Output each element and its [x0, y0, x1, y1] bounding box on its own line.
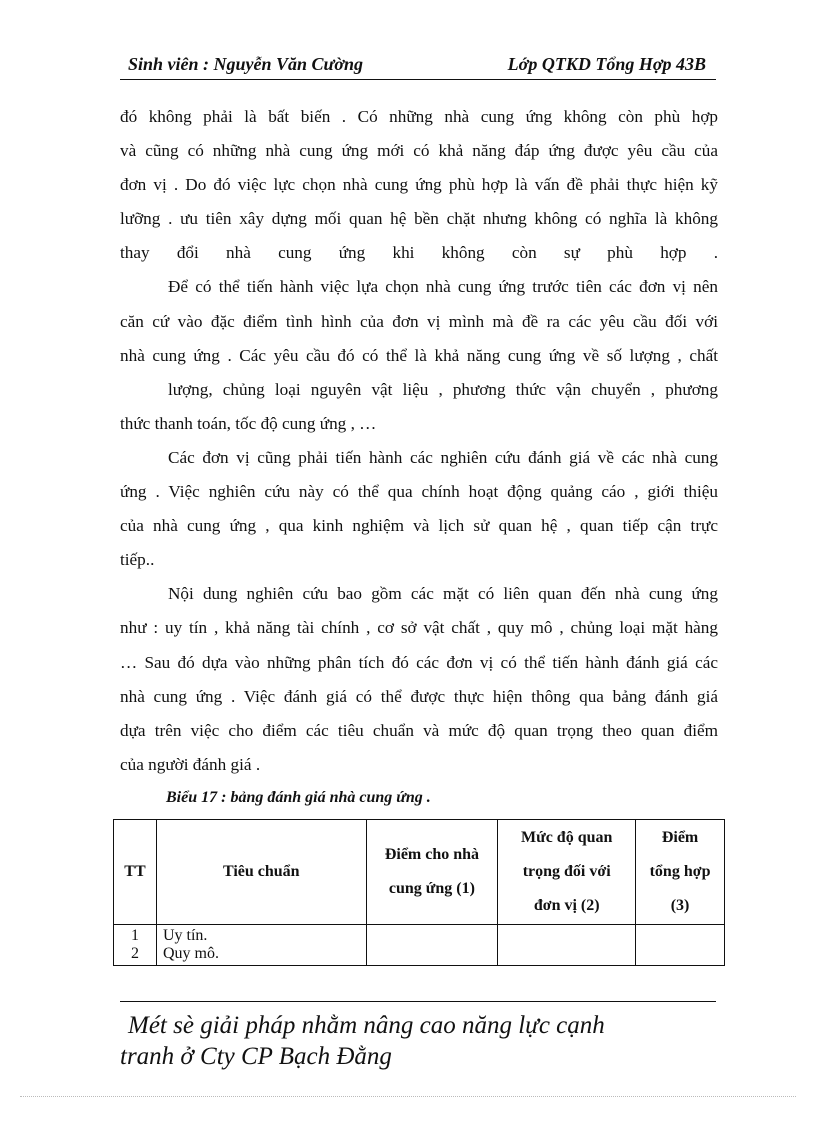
header-importance-line3: đơn vị (2)	[533, 897, 600, 914]
header-divider	[120, 79, 716, 80]
student-name: Sinh viên : Nguyễn Văn Cường	[128, 54, 363, 74]
footer-line-2: tranh ở Cty CP Bạch Đằng	[120, 1043, 392, 1070]
text-line: lượng, chủng loại nguyên vật liệu , phương thức vận chuyển , phương	[168, 379, 718, 399]
header-importance	[498, 820, 636, 925]
cell-total	[636, 925, 725, 966]
table-header-row	[114, 820, 725, 925]
text-line: căn cứ vào đặc điểm tình hình của đơn vị mình mà đề ra các yêu cầu đối với	[120, 311, 718, 331]
header-tt: TT	[114, 820, 157, 925]
header-total-line1: Điểm	[661, 829, 699, 846]
cell-criteria	[156, 925, 366, 966]
text-line: lưỡng . ưu tiên xây dựng mối quan hệ bền chặt nhưng không có nghĩa là không	[120, 209, 718, 229]
table-caption: Biểu 17 : bảng đánh giá nhà cung ứng .	[166, 789, 431, 806]
cell-tt	[114, 925, 157, 966]
table-row	[114, 925, 725, 966]
text-line: tiếp..	[120, 550, 155, 570]
text-line: nhà cung ứng . Việc đánh giá có thể được thực hiện thông qua bảng đánh giá	[120, 686, 718, 706]
page-bottom-border	[20, 1096, 796, 1097]
text-line: thức thanh toán, tốc độ cung ứng , …	[120, 413, 377, 433]
text-line: … Sau đó dựa vào những phân tích đó các đơn vị có thể tiến hành đánh giá các	[120, 652, 718, 672]
text-line: và cũng có những nhà cung ứng mới có khả năng đáp ứng được yêu cầu của	[120, 141, 718, 161]
text-line: Các đơn vị cũng phải tiến hành các nghiên cứu đánh giá về các nhà cung	[168, 447, 718, 467]
page-header	[128, 50, 716, 80]
text-line: Nội dung nghiên cứu bao gồm các mặt có liên quan đến nhà cung ứng	[168, 584, 718, 604]
cell-score	[366, 925, 498, 966]
header-score	[366, 820, 498, 925]
text-line: đó không phải là bất biến . Có những nhà cung ứng không còn phù hợp	[120, 107, 718, 126]
row-number: 1	[130, 927, 139, 944]
text-line: đơn vị . Do đó việc lực chọn nhà cung ứng phù hợp là vấn đề phải thực hiện kỹ	[120, 175, 718, 195]
cell-importance	[498, 925, 636, 966]
header-score-line2: cung ứng (1)	[388, 880, 475, 897]
header-criteria: Tiêu chuẩn	[156, 820, 366, 925]
text-line: như : uy tín , khả năng tài chính , cơ sở vật chất , quy mô , chủng loại mặt hàng	[120, 618, 718, 638]
text-line: ứng . Việc nghiên cứu này có thể qua chính hoạt động quảng cáo , giới thiệu	[120, 482, 718, 502]
header-total-line3: (3)	[670, 897, 690, 914]
text-line: của nhà cung ứng , qua kinh nghiệm và lịch sử quan hệ , quan tiếp cận trực	[120, 516, 718, 536]
criteria-text: Uy tín.	[162, 927, 208, 944]
text-line: nhà cung ứng . Các yêu cầu đó có thể là khả năng cung ứng về số lượng , chất	[120, 345, 718, 365]
header-score-line1: Điểm cho nhà	[384, 846, 480, 863]
page-footer	[120, 1010, 716, 1072]
text-line: Để có thể tiến hành việc lựa chọn nhà cung ứng trước tiên các đơn vị nên	[168, 277, 718, 297]
header-importance-line2: trọng đối với	[522, 863, 611, 880]
text-line: của người đánh giá .	[120, 754, 261, 774]
body-text	[120, 100, 718, 782]
header-importance-line1: Mức độ quan	[520, 829, 613, 846]
header-total-line2: tổng hợp	[649, 863, 711, 880]
footer-line-1: Mét sè giải pháp nhằm nâng cao năng lực cạnh	[128, 1012, 605, 1039]
footer-divider	[120, 1001, 716, 1002]
class-name: Lớp QTKD Tổng Hợp 43B	[507, 54, 706, 74]
text-line: thay đổi nhà cung ứng khi không còn sự phù hợp .	[120, 243, 718, 263]
text-line: dựa trên việc cho điểm các tiêu chuẩn và mức độ quan trọng theo quan điểm	[120, 720, 718, 740]
row-number: 2	[130, 945, 139, 962]
header-total	[636, 820, 725, 925]
criteria-text: Quy mô.	[162, 945, 219, 962]
evaluation-table	[113, 819, 725, 966]
